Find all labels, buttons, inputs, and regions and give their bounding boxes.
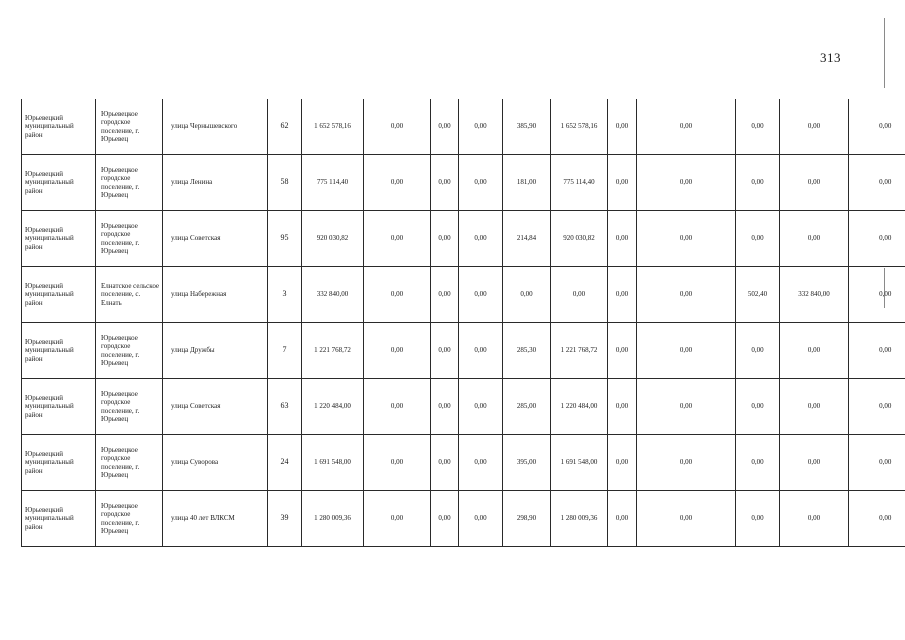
area-cell: 285,30	[503, 323, 551, 379]
table-row	[22, 211, 905, 267]
value-cell: 0,00	[459, 155, 503, 211]
area-cell: 298,90	[503, 491, 551, 547]
table-row	[22, 379, 905, 435]
district-cell: Юрьевецкий муниципальный район	[22, 267, 96, 323]
house-number-cell: 58	[268, 155, 302, 211]
value-cell: 0,00	[431, 435, 459, 491]
street-cell: улица 40 лет ВЛКСМ	[163, 491, 268, 547]
value-cell: 0,00	[431, 267, 459, 323]
total-cost-cell: 1 280 009,36	[302, 491, 364, 547]
street-cell: улица Чернышевского	[163, 99, 268, 155]
page-number: 313	[820, 50, 841, 65]
value-cell: 0,00	[364, 379, 431, 435]
value-cell: 0,00	[364, 155, 431, 211]
value-cell: 0,00	[364, 267, 431, 323]
value-cell: 0,00	[459, 435, 503, 491]
value-cell: 0,00	[608, 99, 637, 155]
cost-cell: 920 030,82	[551, 211, 608, 267]
value-cell: 0,00	[637, 491, 736, 547]
house-number-cell: 7	[268, 323, 302, 379]
value-cell: 0,00	[736, 435, 780, 491]
value-cell: 0,00	[364, 211, 431, 267]
total-cost-cell: 920 030,82	[302, 211, 364, 267]
house-number-cell: 95	[268, 211, 302, 267]
settlement-cell: Юрьевецкое городское поселение, г. Юрьевец	[96, 491, 163, 547]
value-cell: 0,00	[849, 211, 905, 267]
cost-cell: 1 280 009,36	[551, 491, 608, 547]
area-cell: 385,90	[503, 99, 551, 155]
street-cell: улица Советская	[163, 379, 268, 435]
area-cell: 395,00	[503, 435, 551, 491]
street-cell: улица Ленина	[163, 155, 268, 211]
table-row	[22, 99, 905, 155]
value-cell: 0,00	[849, 323, 905, 379]
cost-cell: 1 221 768,72	[551, 323, 608, 379]
area-cell: 214,84	[503, 211, 551, 267]
street-cell: улица Советская	[163, 211, 268, 267]
value-cell: 0,00	[736, 211, 780, 267]
value-cell: 0,00	[608, 323, 637, 379]
value-cell: 0,00	[431, 491, 459, 547]
street-cell: улица Дружбы	[163, 323, 268, 379]
value-cell: 0,00	[608, 379, 637, 435]
value-cell: 0,00	[637, 323, 736, 379]
total-cost-cell: 775 114,40	[302, 155, 364, 211]
settlement-cell: Юрьевецкое городское поселение, г. Юрьевец	[96, 435, 163, 491]
house-number-cell: 63	[268, 379, 302, 435]
value-cell: 0,00	[780, 155, 849, 211]
district-cell: Юрьевецкий муниципальный район	[22, 491, 96, 547]
house-number-cell: 39	[268, 491, 302, 547]
value-cell: 0,00	[637, 155, 736, 211]
value-cell: 0,00	[364, 491, 431, 547]
value-cell: 0,00	[849, 155, 905, 211]
cost-cell: 1 691 548,00	[551, 435, 608, 491]
value-cell: 0,00	[849, 491, 905, 547]
settlement-cell: Юрьевецкое городское поселение, г. Юрьевец	[96, 155, 163, 211]
table-row	[22, 155, 905, 211]
value-cell: 0,00	[780, 211, 849, 267]
value-cell: 0,00	[637, 267, 736, 323]
value-cell: 332 840,00	[780, 267, 849, 323]
district-cell: Юрьевецкий муниципальный район	[22, 99, 96, 155]
settlement-cell: Юрьевецкое городское поселение, г. Юрьевец	[96, 211, 163, 267]
district-cell: Юрьевецкий муниципальный район	[22, 155, 96, 211]
street-cell: улица Суворова	[163, 435, 268, 491]
table-row	[22, 491, 905, 547]
total-cost-cell: 1 691 548,00	[302, 435, 364, 491]
settlement-cell: Юрьевецкое городское поселение, г. Юрьевец	[96, 99, 163, 155]
scan-edge-mark	[884, 18, 885, 88]
value-cell: 0,00	[459, 267, 503, 323]
district-cell: Юрьевецкий муниципальный район	[22, 323, 96, 379]
house-number-cell: 24	[268, 435, 302, 491]
district-cell: Юрьевецкий муниципальный район	[22, 379, 96, 435]
value-cell: 0,00	[459, 323, 503, 379]
district-cell: Юрьевецкий муниципальный район	[22, 435, 96, 491]
value-cell: 0,00	[459, 379, 503, 435]
value-cell: 0,00	[637, 379, 736, 435]
value-cell: 0,00	[780, 435, 849, 491]
value-cell: 0,00	[459, 211, 503, 267]
house-number-cell: 3	[268, 267, 302, 323]
cost-cell: 1 220 484,00	[551, 379, 608, 435]
cost-cell: 775 114,40	[551, 155, 608, 211]
value-cell: 0,00	[736, 155, 780, 211]
total-cost-cell: 1 652 578,16	[302, 99, 364, 155]
housing-repair-table	[21, 99, 905, 547]
value-cell: 0,00	[637, 211, 736, 267]
house-number-cell: 62	[268, 99, 302, 155]
value-cell: 0,00	[736, 99, 780, 155]
value-cell: 0,00	[364, 323, 431, 379]
district-cell: Юрьевецкий муниципальный район	[22, 211, 96, 267]
value-cell: 0,00	[736, 491, 780, 547]
value-cell: 0,00	[608, 491, 637, 547]
table-body	[22, 99, 905, 547]
total-cost-cell: 1 221 768,72	[302, 323, 364, 379]
value-cell: 0,00	[780, 379, 849, 435]
value-cell: 0,00	[849, 99, 905, 155]
value-cell: 0,00	[431, 155, 459, 211]
value-cell: 0,00	[364, 99, 431, 155]
area-cell: 0,00	[503, 267, 551, 323]
area-cell: 181,00	[503, 155, 551, 211]
value-cell: 0,00	[608, 155, 637, 211]
total-cost-cell: 332 840,00	[302, 267, 364, 323]
value-cell: 0,00	[637, 99, 736, 155]
table-row	[22, 435, 905, 491]
value-cell: 0,00	[849, 379, 905, 435]
value-cell: 0,00	[431, 323, 459, 379]
cost-cell: 1 652 578,16	[551, 99, 608, 155]
value-cell: 0,00	[459, 99, 503, 155]
table-row	[22, 323, 905, 379]
value-cell: 0,00	[431, 211, 459, 267]
value-cell: 0,00	[431, 379, 459, 435]
value-cell: 0,00	[780, 99, 849, 155]
cost-cell: 0,00	[551, 267, 608, 323]
value-cell: 0,00	[780, 491, 849, 547]
settlement-cell: Юрьевецкое городское поселение, г. Юрьевец	[96, 323, 163, 379]
value-cell: 0,00	[608, 211, 637, 267]
value-cell: 0,00	[364, 435, 431, 491]
value-cell: 0,00	[849, 267, 905, 323]
value-cell: 502,40	[736, 267, 780, 323]
value-cell: 0,00	[608, 267, 637, 323]
value-cell: 0,00	[459, 491, 503, 547]
value-cell: 0,00	[736, 323, 780, 379]
table-row	[22, 267, 905, 323]
area-cell: 285,00	[503, 379, 551, 435]
total-cost-cell: 1 220 484,00	[302, 379, 364, 435]
value-cell: 0,00	[780, 323, 849, 379]
value-cell: 0,00	[608, 435, 637, 491]
value-cell: 0,00	[736, 379, 780, 435]
street-cell: улица Набережная	[163, 267, 268, 323]
value-cell: 0,00	[637, 435, 736, 491]
value-cell: 0,00	[431, 99, 459, 155]
value-cell: 0,00	[849, 435, 905, 491]
settlement-cell: Юрьевецкое городское поселение, г. Юрьевец	[96, 379, 163, 435]
settlement-cell: Елнатское сельское поселение, с. Елнать	[96, 267, 163, 323]
